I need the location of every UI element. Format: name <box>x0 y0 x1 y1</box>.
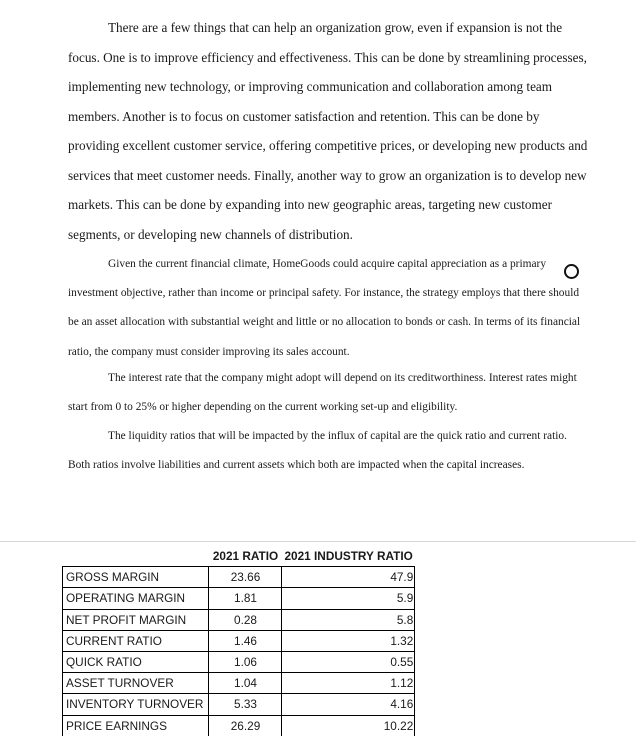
paragraph-growth-text: There are a few things that can help an organization grow, even if expansion is not the focus. One is to improve efficiency and effectiveness. This can be done by streamlining processes, implementing new technology, or improving communication and collaboration among team members. Another is to focus on customer satisfaction and retention. This can be done by providing excellent customer service, offering competitive prices, or developing new products and services that meet customer needs. Finally, another way to grow an organization is to develop new markets. This can be done by expanding into new geographic areas, targeting new customer segments, or developing new channels of distribution. <box>68 20 588 242</box>
table-header-row <box>63 546 415 567</box>
row-ratio-value: 1.46 <box>209 630 282 651</box>
row-industry-value: 47.9 <box>282 567 415 588</box>
section-divider <box>0 541 636 542</box>
paragraph-growth <box>68 13 590 249</box>
row-ratio-value: 23.66 <box>209 567 282 588</box>
paragraph-capital-appreciation <box>68 250 590 367</box>
table-row <box>63 630 415 651</box>
financial-ratio-table <box>62 546 415 736</box>
table-row <box>63 673 415 694</box>
paragraph-interest-rate <box>68 364 590 422</box>
table-row <box>63 694 415 715</box>
table-row <box>63 567 415 588</box>
row-ratio-value: 1.06 <box>209 651 282 672</box>
row-ratio-value: 0.28 <box>209 609 282 630</box>
row-industry-value: 5.8 <box>282 609 415 630</box>
row-ratio-value: 5.33 <box>209 694 282 715</box>
table-row <box>63 609 415 630</box>
paragraph-liquidity-ratios <box>68 422 590 480</box>
row-label: GROSS MARGIN <box>63 567 209 588</box>
table-row <box>63 651 415 672</box>
row-label: OPERATING MARGIN <box>63 588 209 609</box>
row-label: INVENTORY TURNOVER <box>63 694 209 715</box>
row-industry-value: 4.16 <box>282 694 415 715</box>
row-label: QUICK RATIO <box>63 651 209 672</box>
row-label: CURRENT RATIO <box>63 630 209 651</box>
row-industry-value: 5.9 <box>282 588 415 609</box>
header-2021-ratio: 2021 RATIO <box>209 546 282 567</box>
row-label: PRICE EARNINGS <box>63 715 209 736</box>
paragraph-liquidity-ratios-text: The liquidity ratios that will be impacted by the influx of capital are the quick ratio and current ratio. Both ratios involve liabilities and current assets which both are impacted when the capital increases. <box>68 430 567 472</box>
header-blank-cell <box>63 546 209 567</box>
paragraph-capital-appreciation-text: Given the current financial climate, HomeGoods could acquire capital appreciation as a primary investment objective, rather than income or principal safety. For instance, the strategy employs that there should be an asset allocation with substantial weight and little or no allocation to bonds or cash. In terms of its financial ratio, the company must consider improving its sales account. <box>68 258 581 358</box>
row-industry-value: 10.22 <box>282 715 415 736</box>
row-ratio-value: 1.04 <box>209 673 282 694</box>
row-label: NET PROFIT MARGIN <box>63 609 209 630</box>
paragraph-interest-rate-text: The interest rate that the company might adopt will depend on its creditworthiness. Interest rates might start from 0 to 25% or higher depending on the current working set-up and eligibility. <box>68 372 577 414</box>
row-industry-value: 1.12 <box>282 673 415 694</box>
row-industry-value: 1.32 <box>282 630 415 651</box>
row-ratio-value: 26.29 <box>209 715 282 736</box>
header-2021-industry-ratio: 2021 INDUSTRY RATIO <box>282 546 415 567</box>
cursor-circle-icon <box>564 264 579 279</box>
row-label: ASSET TURNOVER <box>63 673 209 694</box>
row-ratio-value: 1.81 <box>209 588 282 609</box>
table-row <box>63 588 415 609</box>
row-industry-value: 0.55 <box>282 651 415 672</box>
table-row <box>63 715 415 736</box>
